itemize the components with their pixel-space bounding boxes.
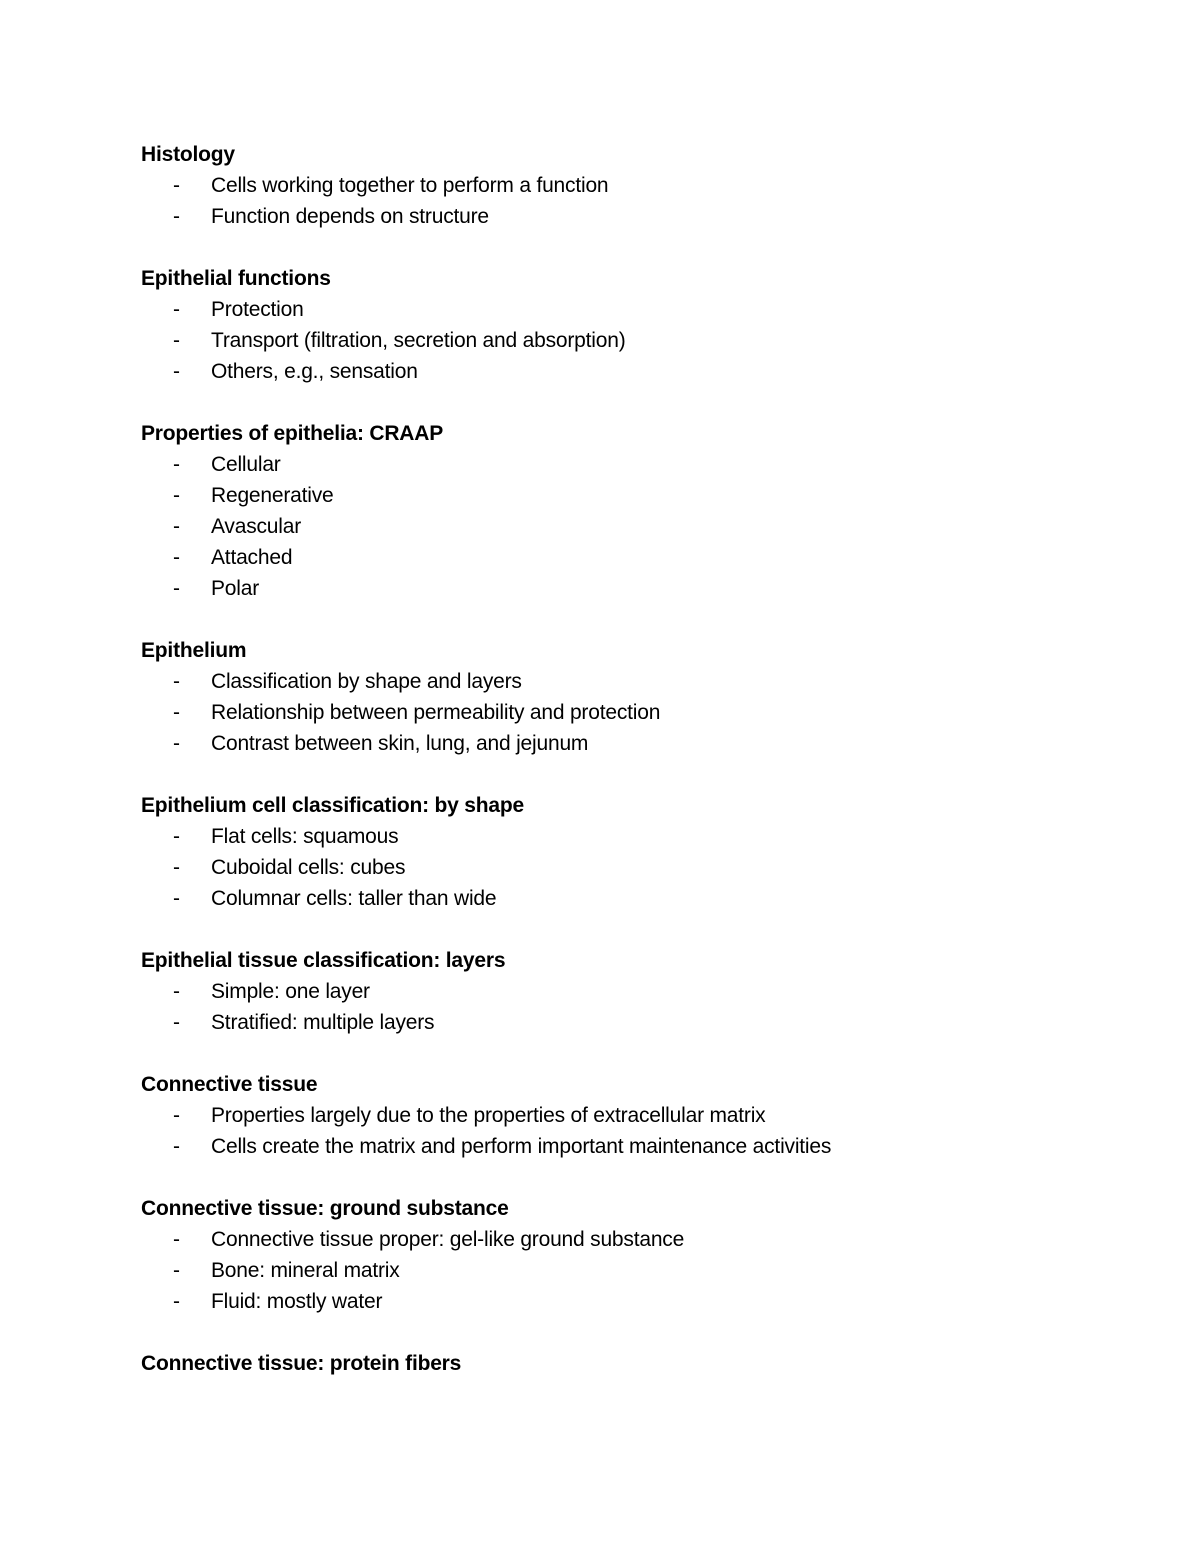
list-item-text: Properties largely due to the properties of extracellular matrix [211, 1104, 766, 1127]
list-item [141, 976, 1141, 1007]
list-item [141, 511, 1141, 542]
dash-bullet-icon: - [173, 1290, 180, 1313]
list-item-text: Attached [211, 546, 293, 569]
list-item [141, 1286, 1141, 1317]
dash-bullet-icon: - [173, 980, 180, 1003]
dash-bullet-icon: - [173, 453, 180, 476]
dash-bullet-icon: - [173, 1135, 180, 1158]
list-item [141, 1100, 1141, 1131]
list-item-text: Stratified: multiple layers [211, 1011, 435, 1034]
list-item-text: Connective tissue proper: gel-like ground substance [211, 1228, 685, 1251]
dash-bullet-icon: - [173, 484, 180, 507]
dash-bullet-icon: - [173, 577, 180, 600]
section [141, 1069, 1141, 1162]
section-heading: Connective tissue: protein fibers [141, 1352, 462, 1375]
list-item [141, 201, 1141, 232]
list-item-text: Protection [211, 298, 304, 321]
list-item-text: Fluid: mostly water [211, 1290, 383, 1313]
list-item [141, 480, 1141, 511]
dash-bullet-icon: - [173, 515, 180, 538]
list-item-text: Function depends on structure [211, 205, 489, 228]
bullet-list [141, 170, 1141, 232]
list-item [141, 573, 1141, 604]
list-item-text: Simple: one layer [211, 980, 370, 1003]
list-item [141, 1224, 1141, 1255]
section-heading: Epithelium cell classification: by shape [141, 794, 524, 817]
list-item-text: Columnar cells: taller than wide [211, 887, 497, 910]
list-item [141, 883, 1141, 914]
list-item-text: Avascular [211, 515, 302, 538]
dash-bullet-icon: - [173, 1228, 180, 1251]
section-heading: Properties of epithelia: CRAAP [141, 422, 444, 445]
section [141, 790, 1141, 914]
document-body [141, 139, 1141, 1410]
list-item [141, 170, 1141, 201]
list-item [141, 1007, 1141, 1038]
list-item [141, 294, 1141, 325]
dash-bullet-icon: - [173, 298, 180, 321]
list-item [141, 697, 1141, 728]
list-item-text: Cuboidal cells: cubes [211, 856, 406, 879]
bullet-list [141, 1100, 1141, 1162]
list-item-text: Cellular [211, 453, 281, 476]
list-item [141, 542, 1141, 573]
list-item-text: Flat cells: squamous [211, 825, 399, 848]
dash-bullet-icon: - [173, 1104, 180, 1127]
section-heading: Epithelial tissue classification: layers [141, 949, 506, 972]
bullet-list [141, 666, 1141, 759]
bullet-list [141, 1224, 1141, 1317]
dash-bullet-icon: - [173, 205, 180, 228]
dash-bullet-icon: - [173, 329, 180, 352]
list-item-text: Relationship between permeability and protection [211, 701, 661, 724]
section-heading: Connective tissue: ground substance [141, 1197, 509, 1220]
section-heading: Epithelial functions [141, 267, 331, 290]
dash-bullet-icon: - [173, 360, 180, 383]
list-item [141, 325, 1141, 356]
dash-bullet-icon: - [173, 1259, 180, 1282]
list-item-text: Transport (filtration, secretion and absorption) [211, 329, 626, 352]
list-item-text: Others, e.g., sensation [211, 360, 418, 383]
section [141, 1348, 1141, 1379]
dash-bullet-icon: - [173, 546, 180, 569]
section [141, 945, 1141, 1038]
list-item [141, 666, 1141, 697]
list-item-text: Cells working together to perform a function [211, 174, 609, 197]
section [141, 139, 1141, 232]
section-heading: Histology [141, 143, 235, 166]
list-item-text: Regenerative [211, 484, 334, 507]
dash-bullet-icon: - [173, 670, 180, 693]
list-item-text: Cells create the matrix and perform important maintenance activities [211, 1135, 832, 1158]
dash-bullet-icon: - [173, 732, 180, 755]
section [141, 1193, 1141, 1317]
section-heading: Connective tissue [141, 1073, 318, 1096]
dash-bullet-icon: - [173, 174, 180, 197]
section [141, 418, 1141, 604]
list-item-text: Polar [211, 577, 260, 600]
dash-bullet-icon: - [173, 887, 180, 910]
section [141, 263, 1141, 387]
bullet-list [141, 821, 1141, 914]
list-item [141, 852, 1141, 883]
list-item [141, 821, 1141, 852]
dash-bullet-icon: - [173, 701, 180, 724]
bullet-list [141, 976, 1141, 1038]
bullet-list [141, 449, 1141, 604]
dash-bullet-icon: - [173, 856, 180, 879]
bullet-list [141, 294, 1141, 387]
section [141, 635, 1141, 759]
list-item [141, 728, 1141, 759]
list-item [141, 449, 1141, 480]
list-item-text: Classification by shape and layers [211, 670, 522, 693]
dash-bullet-icon: - [173, 825, 180, 848]
list-item [141, 1255, 1141, 1286]
list-item-text: Bone: mineral matrix [211, 1259, 400, 1282]
list-item-text: Contrast between skin, lung, and jejunum [211, 732, 589, 755]
list-item [141, 1131, 1141, 1162]
dash-bullet-icon: - [173, 1011, 180, 1034]
list-item [141, 356, 1141, 387]
section-heading: Epithelium [141, 639, 247, 662]
